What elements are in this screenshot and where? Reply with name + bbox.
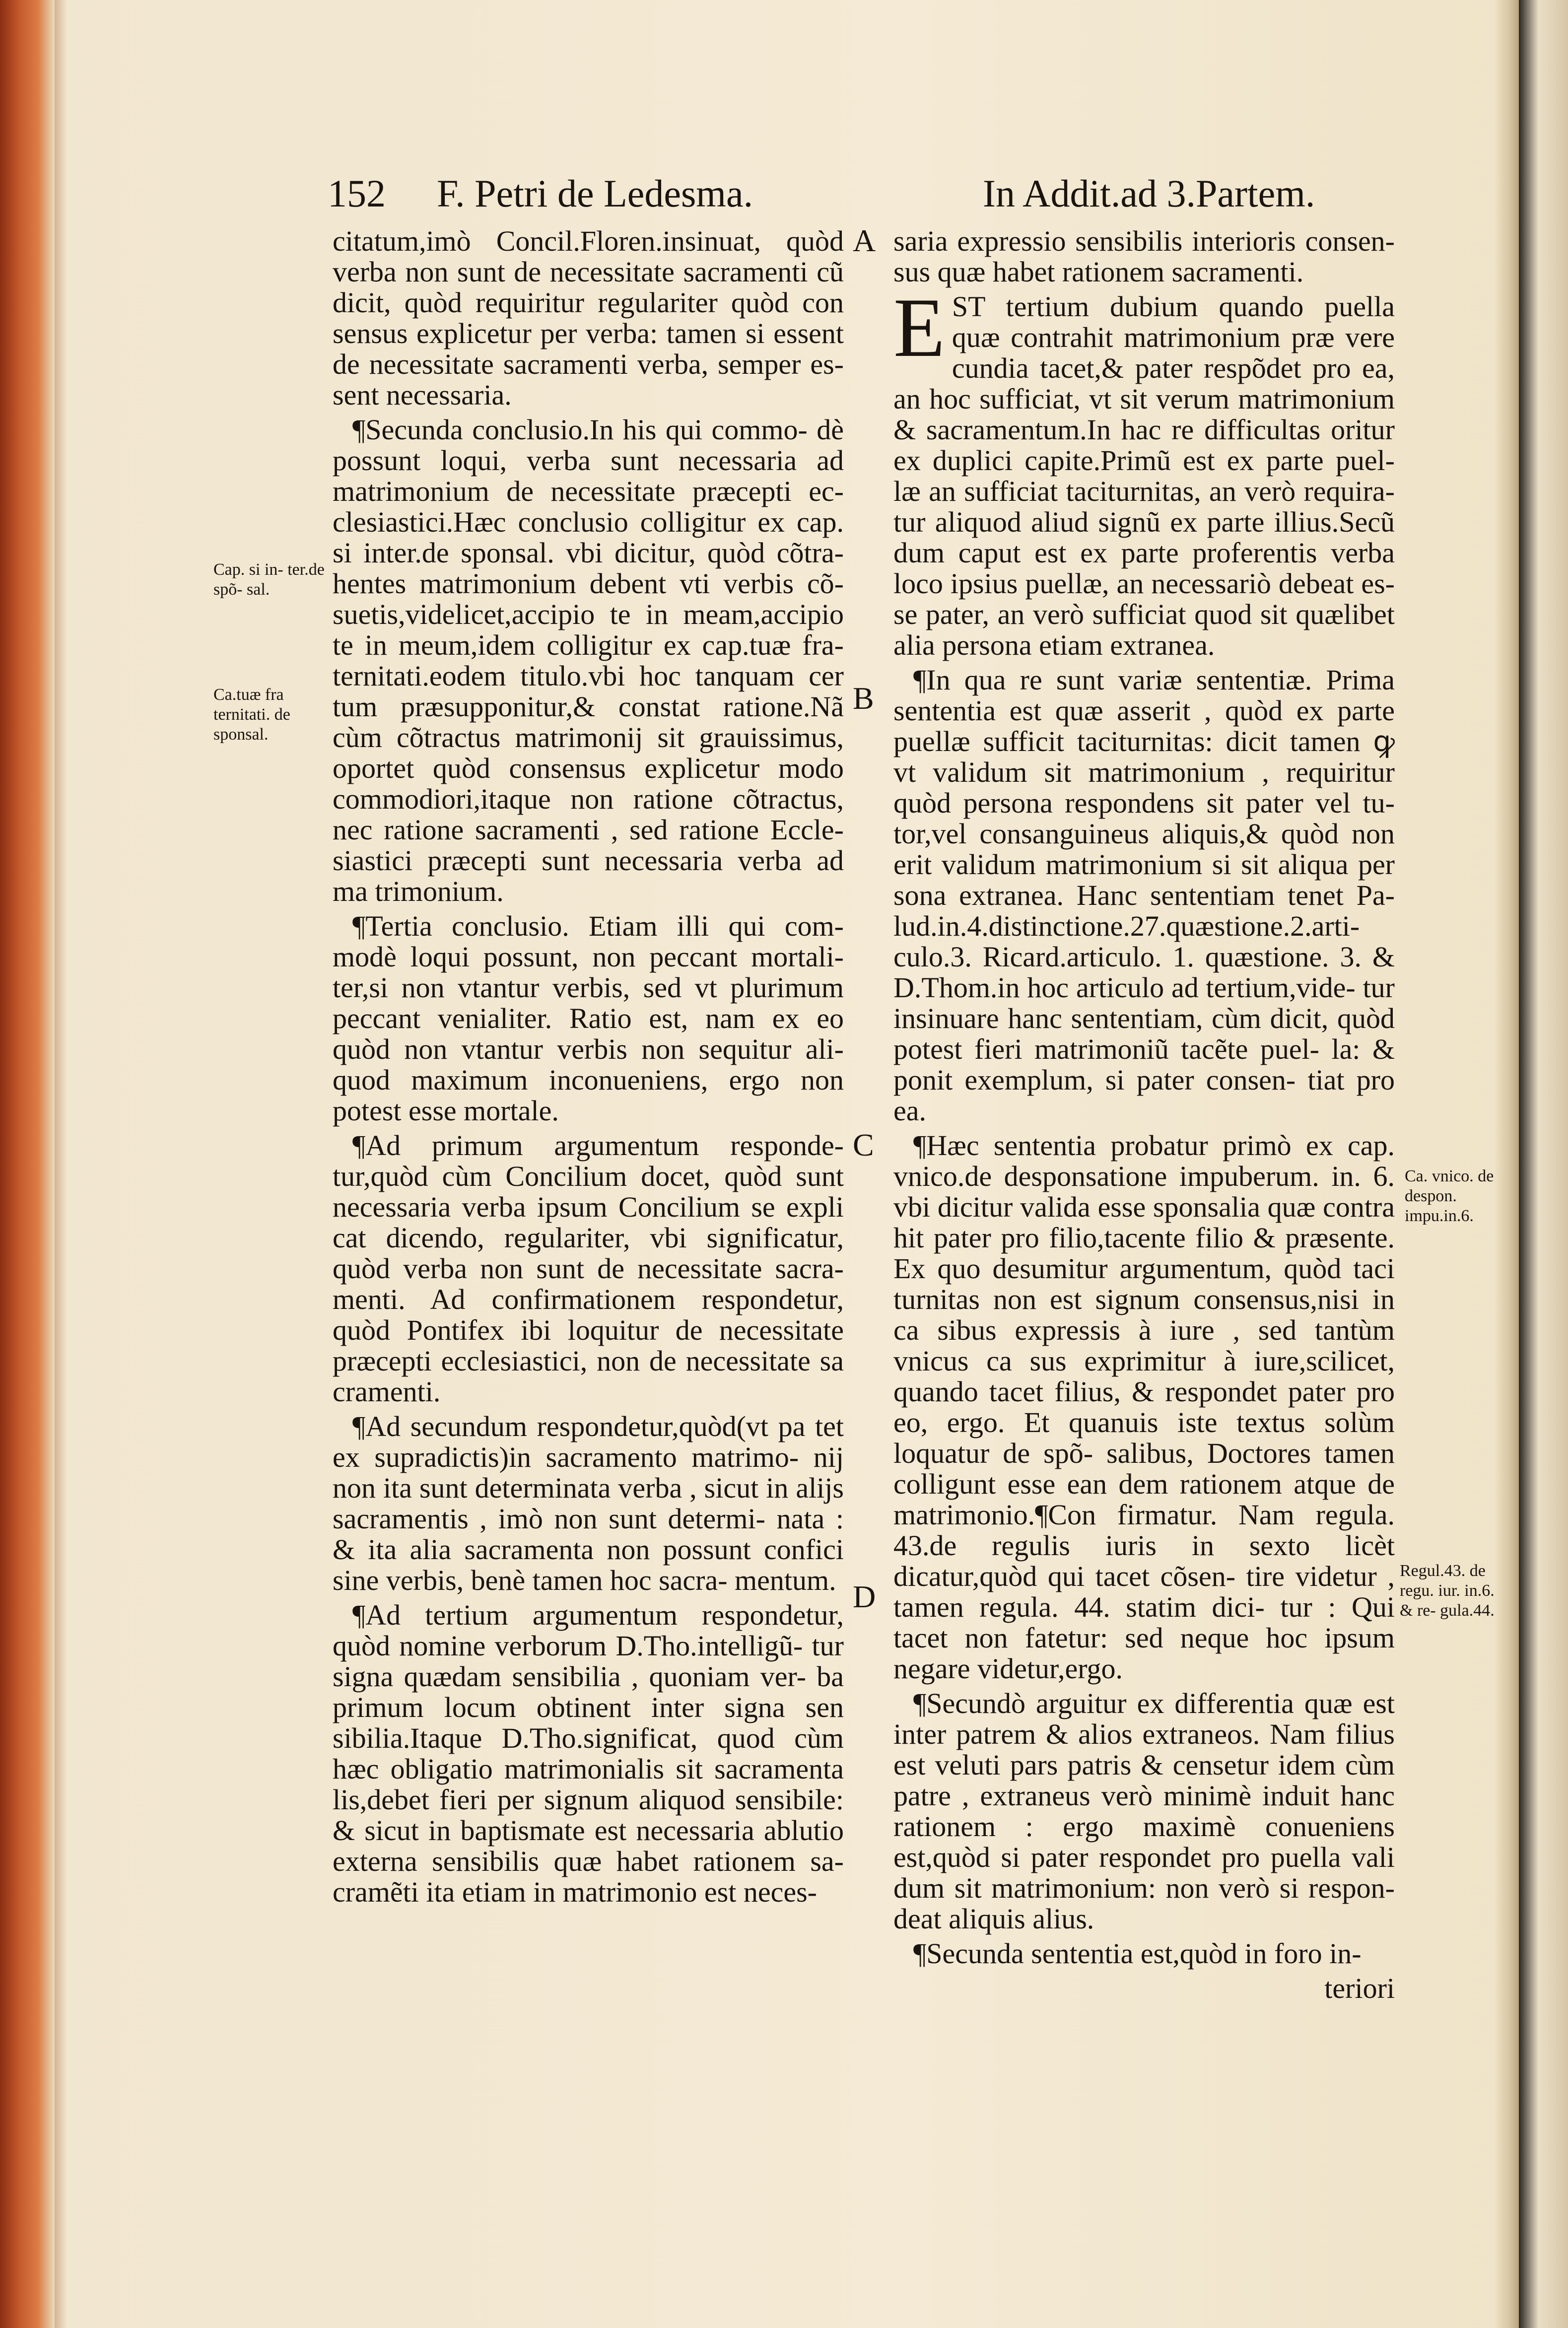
paragraph: ¶Secundò arguitur ex differentia quæ est inter patrem & alios extraneos. Nam filius est veluti pars patris & censetur idem cùm patre , extraneus verò minimè induit hanc rationem : ergo maximè conueniens est,quòd si pater respondet pro puella vali dum sit matrimonium: non verò si respon- deat aliquis alius. [893, 1687, 1395, 1935]
adjacent-page-edge [1519, 0, 1568, 2328]
book-gutter [1494, 0, 1519, 2328]
drop-cap: E [893, 281, 945, 374]
paragraph: citatum,imò Concil.Floren.insinuat, quòd verba non sunt de necessitate sacramenti cũ dicit, quòd requiritur regulariter quòd con sensus explicetur per verba: tamen si essent de necessitate sacramenti verba, semper es- sent necessaria. [333, 225, 844, 411]
paragraph: ¶Ad primum argumentum responde- tur,quòd cùm Concilium docet, quòd sunt necessaria verba ipsum Concilium se expli cat dicendo, regulariter, vbi significatur, quòd verba non sunt de necessitate sacra- menti. Ad confirmationem respondetur, quòd Pontifex ibi loquitur de necessitate præcepti ecclesiastici, non de necessitate sa cramenti. [333, 1129, 844, 1408]
paragraph: ¶In qua re sunt variæ sententiæ. Prima sententia est quæ asserit , quòd ex parte puellæ sufficit taciturnitas: dicit tamen ꝙ vt validum sit matrimonium , requiritur quòd persona respondens sit pater vel tu- tor,vel consanguineus aliquis,& quòd non erit validum matrimonium si sit aliqua per sona extranea. Hanc sententiam tenet Pa- lud.in.4.distinctione.27.quæstione.2.arti- culo.3. Ricard.articulo. 1. quæstione. 3. & D.Thom.in hoc articulo ad tertium,vide- tur insinuare hanc sententiam, cùm dicit, quòd potest fieri matrimoniũ tacẽte puel- la: & ponit exemplum, si pater consen- tiat pro ea. [893, 664, 1395, 1127]
right-column [893, 226, 1395, 2004]
section-letter-a: A [853, 223, 876, 258]
section-letter-d: D [853, 1579, 876, 1614]
page-number: 152 [328, 172, 386, 215]
right-running-title: In Addit.ad 3.Partem. [983, 172, 1315, 215]
paragraph: saria expressio sensibilis interioris consen- sus quæ habet rationem sacramenti. [893, 225, 1395, 288]
paragraph-text: ST tertium dubium quando puella quæ contrahit matrimonium præ vere cundia tacet,& pater respõdet pro ea, an hoc sufficiat, vt sit verum matrimonium & sacramentum.In hac re difficultas oritur ex duplici capite.Primũ est ex parte puel- læ an sufficiat taciturnitas, an verò requira- tur aliquod aliud signũ ex parte illius.Secũ dum caput est ex parte proferentis verba loco ipsius puellæ, an necessariò debeat es- se pater, an verò sufficiat quod sit quælibet alia persona etiam extranea. [893, 290, 1395, 661]
paragraph: ¶Tertia conclusio. Etiam illi qui com- modè loqui possunt, non peccant mortali- ter,si non vtantur verbis, sed vt plurimum peccant venialiter. Ratio est, nam ex eo quòd non vtantur verbis non sequitur ali- quod maximum inconueniens, ergo non potest esse mortale. [333, 910, 844, 1127]
left-column [333, 226, 844, 1912]
page-edge [0, 0, 55, 2328]
paragraph: ¶Ad secundum respondetur,quòd(vt pa tet ex supradictis)in sacramento matrimo- nij non ita sunt determinata verba , sicut in alijs sacramentis , imò non sunt determi- nata : & ita alia sacramenta non possunt confici sine verbis, benè tamen hoc sacra- mentum. [333, 1410, 844, 1596]
paragraph: ¶Secunda sententia est,quòd in foro in- [913, 1937, 1362, 1970]
left-running-title: F. Petri de Ledesma. [437, 172, 753, 215]
paragraph-with-initial [893, 281, 1395, 661]
page-edge-shadow [55, 0, 67, 2328]
margin-note: Ca. vnico. de despon. impu.in.6. [1405, 1167, 1494, 1225]
paragraph: ¶Hæc sententia probatur primò ex cap. vnico.de desponsatione impuberum. in. 6. vbi dicitur valida esse sponsalia quæ contra hit pater pro filio,tacente filio & præsente. Ex quo desumitur argumentum, quòd taci turnitas non est signum consensus,nisi in ca sibus expressis à iure , sed tantùm vnicus ca sus exprimitur à iure,scilicet, quando tacet filius, & respondet pater pro eo, ergo. Et quanuis iste textus solùm loquatur de spõ- salibus, Doctores tamen colligunt esse ean dem rationem atque de matrimonio.¶Con firmatur. Nam regula. 43.de regulis iuris in sexto licèt dicatur,quòd qui tacet cõsen- tire videtur , tamen regula. 44. statim dici- tur : Qui tacet non fatetur: sed neque hoc ipsum negare videtur,ergo. [893, 1129, 1395, 1685]
catchword: teriori [1324, 1972, 1395, 2004]
margin-note: Cap. si in- ter.de spõ- sal. [213, 560, 325, 599]
section-letter-b: B [853, 681, 874, 716]
margin-note: Ca.tuæ fra ternitati. de sponsal. [213, 685, 290, 744]
paragraph: ¶Ad tertium argumentum respondetur, quòd nomine verborum D.Tho.intelligũ- tur signa quædam sensibilia , quoniam ver- ba primum locum obtinent inter signa sen sibilia.Itaque D.Tho.significat, quod cùm hæc obligatio matrimonialis sit sacramenta lis,debet fieri per signum aliquod sensibile: & sicut in baptismate est necessaria ablutio externa sensibilis quæ habet rationem sa- cramẽti ita etiam in matrimonio est neces- [333, 1599, 844, 1908]
section-letter-c: C [853, 1127, 874, 1163]
paragraph: ¶Secunda conclusio.In his qui commo- dè possunt loqui, verba sunt necessaria ad matrimonium de necessitate præcepti ec- clesiastici.Hæc conclusio colligitur ex cap. si inter.de sponsal. vbi dicitur, quòd cõtra- hentes matrimonium debent vti verbis cõ- suetis,videlicet,accipio te in meam,accipio te in meum,idem colligitur ex cap.tuæ fra- ternitati.eodem titulo.vbi hoc tanquam cer tum præsupponitur,& constat ratione.Nã cùm cõtractus matrimonij sit grauissimus, oportet quòd consensus explicetur modo commodiori,itaque non ratione cõtractus, nec ratione sacramenti , sed ratione Eccle- siastici præcepti sunt necessaria verba ad ma trimonium. [333, 413, 844, 907]
margin-note: Regul.43. de regu. iur. in.6. & re- gula.44. [1400, 1562, 1495, 1620]
